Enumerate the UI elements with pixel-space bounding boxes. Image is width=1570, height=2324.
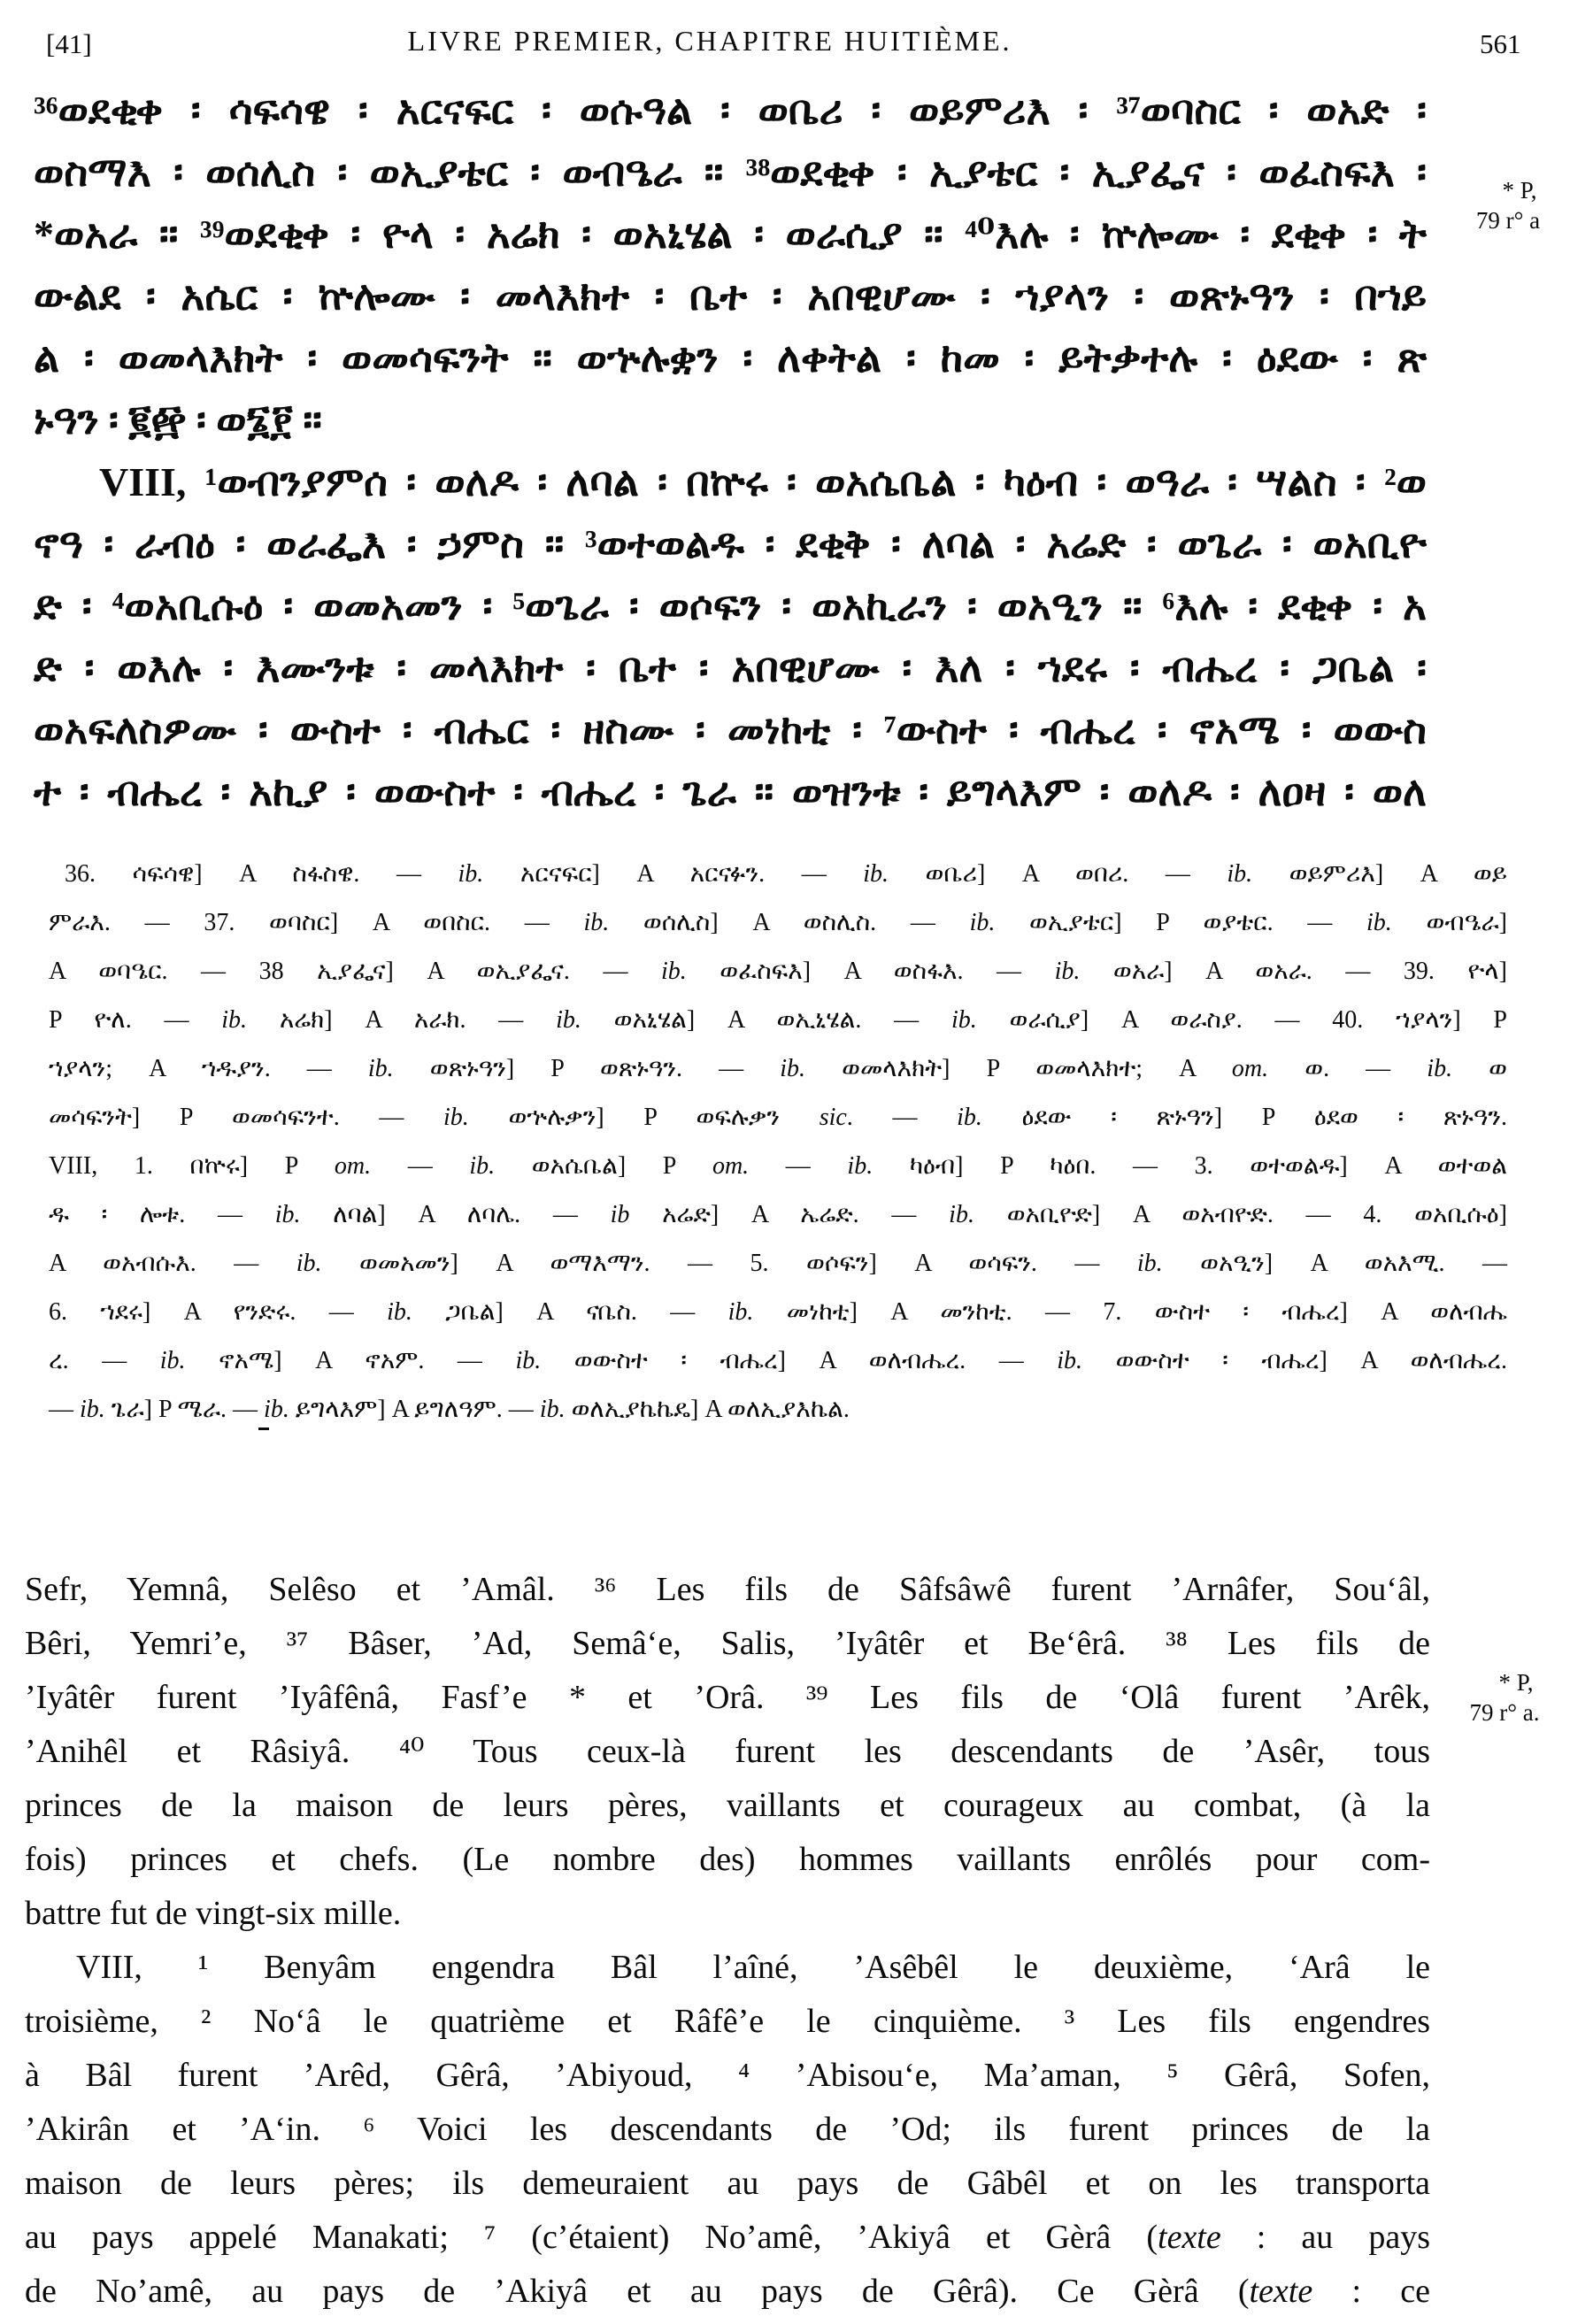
critical-apparatus-block — [49, 850, 1507, 1434]
geez-text-line: ኖዓ ፡ ራብዕ ፡ ወራፌእ ፡ ኃምስ ። ³ወተወልዱ ፡ ደቂቅ ፡ ለባል ፡ አሬድ ፡ ወጌራ ፡ ወአቢዮ — [34, 521, 1427, 566]
geez-text-line: ኑዓን ፡ ፪፼ ፡ ወ፮፻ ። — [34, 397, 322, 442]
geez-text-line: VIII, ¹ወብንያምሰ ፡ ወለዶ ፡ ለባል ፡ በኵሩ ፡ ወአሴቤል ፡ ካዕብ ፡ ወዓራ ፡ ሣልስ ፡ ²ወ — [99, 459, 1427, 504]
french-text-line: ’Iyâtêr furent ’Iyâfênâ, Fasf’e * et ’Orâ. ³⁹ Les fils de ‘Olâ furent ’Arêk, — [25, 1679, 1430, 1716]
geez-text-line: ወስማእ ፡ ወሰሊስ ፡ ወኢያቴር ፡ ወብዔራ ። ³⁸ወደቂቀ ፡ ኢያቴር ፡ ኢያፌና ፡ ወፈስፍእ ፡ — [34, 150, 1427, 195]
french-text-line: ’Akirân et ’A‘in. ⁶ Voici les descendants de ’Od; ils furent princes de la — [25, 2111, 1430, 2148]
geez-text-line: ል ፡ ወመላእክት ፡ ወመሳፍንት ። ወኍሉቋን ፡ ለቀትል ፡ ከመ ፡ ይትቃተሉ ፡ ዕደው ፡ ጽ — [34, 335, 1427, 381]
separator-mark — [258, 1427, 269, 1430]
apparatus-line: VIII, 1. በኵሩ] P om. — ib. ወአሴቤል] P om. — ib. ካዕብ] P ካዕበ. — 3. ወተወልዱ] A ወተወል — [49, 1152, 1507, 1180]
french-text-line: maison de leurs pères; ils demeuraient au pays de Gâbêl et on les transporta — [25, 2165, 1430, 2202]
header-page-number: 561 — [1480, 28, 1521, 59]
geez-text-line: *ወአራ ። ³⁹ወደቂቀ ፡ ዮላ ፡ አሬክ ፡ ወአኒሄል ፡ ወራሲያ ። ⁴⁰እሉ ፡ ኵሎሙ ፡ ደቂቀ ፡ ት — [34, 212, 1427, 257]
geez-text-line: ውልደ ፡ አሴር ፡ ኵሎሙ ፡ መላእክተ ፡ ቤተ ፡ አበዊሆሙ ፡ ኀያላን ፡ ወጽኑዓን ፡ በኀይ — [34, 273, 1427, 319]
margin-note-manuscript-ref: * P, — [1502, 177, 1537, 204]
apparatus-line: P ዮለ. — ib. አሬክ] A አራክ. — ib. ወአኒሄል] A ወኢኒሄል. — ib. ወራሲያ] A ወራስያ. — 40. ኀያላን] P — [49, 1006, 1507, 1034]
header-page-ref: [41] — [46, 28, 92, 59]
apparatus-line: መሳፍንት] P ወመሳፍንተ. — ib. ወኍሉቃን] P ወፍሉቃን sic. — ib. ዕደው ፡ ጽኑዓን] P ዕደወ ፡ ጽኑዓን. — [49, 1104, 1508, 1131]
french-text-line: ’Anihêl et Râsiyâ. ⁴⁰ Tous ceux-là furent les descendants de ’Asêr, tous — [25, 1733, 1430, 1770]
french-text-line: troisième, ² No‘â le quatrième et Râfê’e le cinquième. ³ Les fils engendres — [25, 2003, 1430, 2040]
geez-text-line: ድ ፡ ወእሉ ፡ እሙንቱ ፡ መላእክተ ፡ ቤተ ፡ አበዊሆሙ ፡ እለ ፡ ኀደሩ ፡ ብሔረ ፡ ጋቤል ፡ — [34, 645, 1427, 690]
margin-note-geez — [1446, 175, 1570, 235]
french-text-line: à Bâl furent ’Arêd, Gêrâ, ’Abiyoud, ⁴ ’Abisou‘e, Ma’aman, ⁵ Gêrâ, Sofen, — [25, 2057, 1430, 2094]
french-text-line: battre fut de vingt-six mille. — [25, 1895, 402, 1932]
geez-text-line: ³⁶ወደቂቀ ፡ ሳፍሳዌ ፡ አርናፍር ፡ ወሱዓል ፡ ወቤሪ ፡ ወይምሪእ ፡ ³⁷ወባስር ፡ ወአድ ፡ — [34, 88, 1427, 133]
geez-text-block — [34, 80, 1427, 823]
header-title: LIVRE PREMIER, CHAPITRE HUITIÈME. — [407, 25, 1012, 57]
margin-note-folio-ref: 79 r° a. — [1469, 1699, 1540, 1726]
apparatus-line: 6. ኀደሩ] A የንድሩ. — ib. ጋቤል] A ናቤስ. — ib. መነከቲ] A መንከቲ. — 7. ውስተ ፡ ብሔረ] A ወለብሔ — [49, 1298, 1507, 1326]
margin-note-french — [1443, 1667, 1566, 1728]
french-text-line: au pays appelé Manakati; ⁷ (c’étaient) No’amê, ’Akiyâ et Gèrâ (texte : au pays — [25, 2219, 1430, 2256]
apparatus-line: ዱ ፡ ሎቱ. — ib. ለባል] A ለባሌ. — ib አሬድ] A ኤሬድ. — ib. ወአቢዮድ] A ወአብዮድ. — 4. ወአቢሱዕ] — [49, 1201, 1507, 1228]
french-translation-block — [25, 1563, 1430, 2319]
apparatus-line: 36. ሳፍሳዌ] A ስፋስዌ. — ib. አርናፍር] A አርናፉን. — ib. ወቤሪ] A ወበሪ. — ib. ወይምሪእ] A ወይ — [65, 860, 1507, 888]
geez-text-line: ወአፍለስዎሙ ፡ ውስተ ፡ ብሔር ፡ ዘስሙ ፡ መነከቲ ፡ ⁷ውስተ ፡ ብሔረ ፡ ኖአሜ ፡ ወውስ — [34, 707, 1427, 752]
apparatus-line: ረ. — ib. ኖአሜ] A ኖአም. — ib. ወውስተ ፡ ብሔረ] A ወለብሔረ. — ib. ወውስተ ፡ ብሔረ] A ወለብሔረ. — [49, 1347, 1507, 1374]
french-text-line: de No’amê, au pays de ’Akiyâ et au pays de Gêrâ). Ce Gèrâ (texte : ce — [25, 2273, 1430, 2310]
french-text-line: VIII, ¹ Benyâm engendra Bâl l’aîné, ’Asêbêl le deuxième, ‘Arâ le — [76, 1949, 1430, 1986]
geez-text-line: ተ ፡ ብሔረ ፡ አኪያ ፡ ወውስተ ፡ ብሔረ ፡ ጌራ ። ወዝንቱ ፡ ይግላእም ፡ ወለዶ ፡ ለዐዛ ፡ ወለ — [34, 769, 1427, 814]
french-text-line: Sefr, Yemnâ, Selêso et ’Amâl. ³⁶ Les fils de Sâfsâwê furent ’Arnâfer, Sou‘âl, — [25, 1571, 1430, 1608]
apparatus-line: A ወአብሱእ. — ib. ወመአመን] A ወማእማን. — 5. ወሶፍን] A ወሳፍን. — ib. ወአዒን] A ወአእሚ. — — [49, 1250, 1507, 1277]
running-head — [0, 25, 1570, 69]
margin-note-manuscript-ref: * P, — [1498, 1669, 1534, 1696]
apparatus-line: — ib. ጌራ] P ሜራ. — ib. ይግላእም] A ይግለዓም. — ib. ወለኢያኬኬዴ] A ወለኢያእኬል. — [49, 1396, 850, 1423]
french-text-line: fois) princes et chefs. (Le nombre des) hommes vaillants enrôlés pour com- — [25, 1841, 1430, 1878]
margin-note-folio-ref: 79 r° a — [1475, 207, 1541, 234]
apparatus-line: ኀያላን; A ኀዱያን. — ib. ወጽኑዓን] P ወጽኑዓን. — ib. ወመላእክት] P ወመላእክተ; A om. ወ. — ib. ወ — [49, 1055, 1508, 1082]
geez-text-line: ድ ፡ ⁴ወአቢሱዕ ፡ ወመአመን ፡ ⁵ወጌራ ፡ ወሶፍን ፡ ወአኪራን ፡ ወአዒን ። ⁶እሉ ፡ ደቂቀ ፡ አ — [34, 583, 1427, 628]
apparatus-line: ምራእ. — 37. ወባስር] A ወበስር. — ib. ወሰሊስ] A ወስሊስ. — ib. ወኢያቴር] P ወያቴር. — ib. ወብዔራ] — [49, 909, 1507, 936]
apparatus-line: A ወባዔር. — 38 ኢያፌና] A ወኢያፌና. — ib. ወፈስፍእ] A ወስፋእ. — ib. ወአራ] A ወአራ. — 39. ዮላ] — [49, 958, 1507, 985]
french-text-line: Bêri, Yemri’e, ³⁷ Bâser, ’Ad, Semâ‘e, Salis, ’Iyâtêr et Be‘êrâ. ³⁸ Les fils de — [25, 1625, 1430, 1662]
french-text-line: princes de la maison de leurs pères, vaillants et courageux au combat, (à la — [25, 1787, 1430, 1824]
